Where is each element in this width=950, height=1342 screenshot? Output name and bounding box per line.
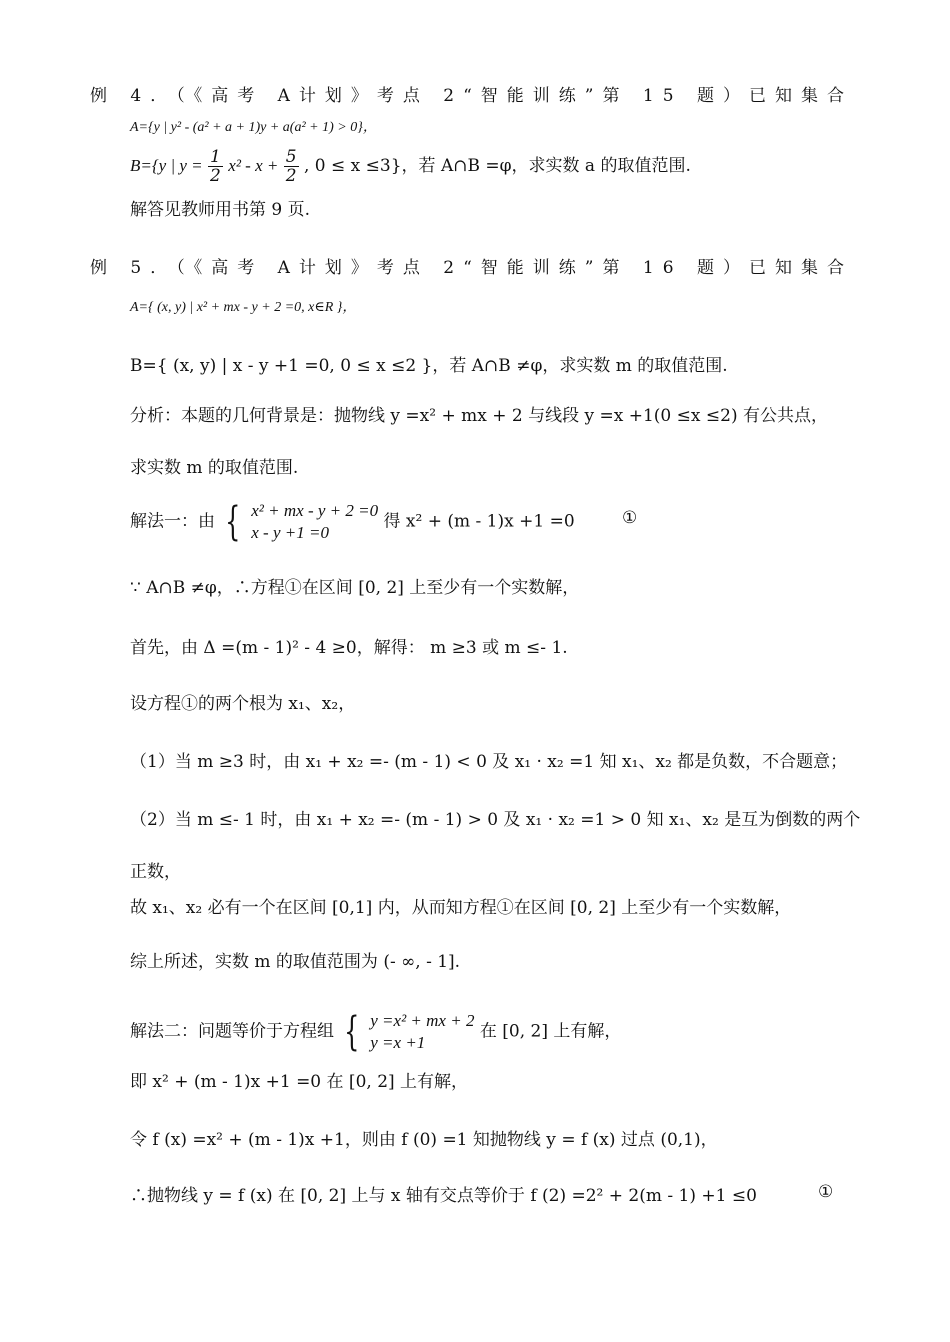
equation-system [370, 1010, 474, 1054]
roots-line: 设方程①的两个根为 x₁、x₂， [130, 694, 356, 714]
left-brace-icon: { [344, 1009, 360, 1055]
conclusion-line: 综上所述，实数 m 的取值范围为 (- ∞, - 1]. [130, 952, 461, 972]
example-4-set-a: A={y | y² - (a² + a + 1)y + a(a² + 1) > 0}， [130, 120, 377, 135]
equation-system [251, 500, 378, 544]
solution-2-label: 解法二：问题等价于方程组 [130, 1021, 334, 1042]
system-equation-1: y =x² + mx + 2 [370, 1011, 475, 1030]
equation-marker-1: ① [622, 508, 638, 528]
equation-marker-2: ① [818, 1182, 834, 1202]
set-b-prefix: B={y | y = [130, 156, 203, 175]
left-brace-icon: { [225, 499, 241, 545]
set-b-middle: x² - x + [228, 156, 279, 175]
fraction-numerator: 1 [210, 147, 221, 167]
case-2-continued: 正数， [130, 862, 181, 882]
case-1-line: （1）当 m ≥3 时，由 x₁ + x₂ =- (m - 1) < 0 及 x₁ · x₂ =1 知 x₁、x₂ 都是负数，不合题意； [130, 752, 848, 772]
solution-1-result: 得 x² + (m - 1)x +1 =0 [383, 511, 575, 532]
example-5-heading: 例 5．（《高考 A计划》考点 2“智能训练”第 16 题）已知集合 [90, 258, 853, 278]
system-equation-2: x - y +1 =0 [251, 523, 329, 542]
therefore-line: 故 x₁、x₂ 必有一个在区间 [0,1] 内，从而知方程①在区间 [0, 2] 上至少有一个实数解， [130, 898, 792, 918]
example-5-set-b: B={ (x, y) | x - y +1 =0, 0 ≤ x ≤2 }，若 A∩B ≠φ，求实数 m 的取值范围. [130, 356, 728, 376]
example-5-set-a: A={ (x, y) | x² + mx - y + 2 =0, x∈R }， [130, 300, 357, 315]
set-b-suffix: , 0 ≤ x ≤3}，若 A∩B =φ，求实数 a 的取值范围. [304, 156, 691, 176]
example-4-answer: 解答见教师用书第 9 页. [130, 200, 311, 220]
example-4-set-b [130, 148, 691, 185]
solution-2-system [130, 1010, 621, 1054]
solution-2-line-3: 令 f (x) =x² + (m - 1)x +1，则由 f (0) =1 知抛物线 y = f (x) 过点 (0,1)， [130, 1130, 718, 1150]
because-line: ∵ A∩B ≠φ，∴方程①在区间 [0, 2] 上至少有一个实数解， [130, 578, 580, 598]
example-4-heading: 例 4．（《高考 A计划》考点 2“智能训练”第 15 题）已知集合 [90, 86, 853, 106]
solution-1-label: 解法一：由 [130, 511, 215, 532]
solution-1-system [130, 500, 575, 544]
case-2-line: （2）当 m ≤- 1 时，由 x₁ + x₂ =- (m - 1) > 0 及 x₁ · x₂ =1 > 0 知 x₁、x₂ 是互为倒数的两个 [130, 810, 861, 830]
fraction-denominator: 2 [210, 166, 221, 186]
analysis-line-1: 分析：本题的几何背景是：抛物线 y =x² + mx + 2 与线段 y =x +1(0 ≤x ≤2) 有公共点， [130, 406, 828, 426]
fraction-one-half [208, 148, 223, 185]
fraction-denominator: 2 [285, 166, 297, 186]
fraction-numerator: 5 [285, 147, 297, 167]
system-equation-2: y =x +1 [370, 1033, 426, 1052]
analysis-line-2: 求实数 m 的取值范围. [130, 458, 299, 478]
solution-2-line-4: ∴抛物线 y = f (x) 在 [0, 2] 上与 x 轴有交点等价于 f (2) =2² + 2(m - 1) +1 ≤0 [130, 1186, 757, 1206]
solution-2-post: 在 [0, 2] 上有解， [479, 1021, 622, 1042]
fraction-five-half [284, 148, 299, 185]
discriminant-line: 首先，由 Δ =(m - 1)² - 4 ≥0，解得： m ≥3 或 m ≤- 1. [130, 638, 568, 658]
system-equation-1: x² + mx - y + 2 =0 [251, 501, 379, 520]
solution-2-line-2: 即 x² + (m - 1)x +1 =0 在 [0, 2] 上有解， [130, 1072, 469, 1092]
